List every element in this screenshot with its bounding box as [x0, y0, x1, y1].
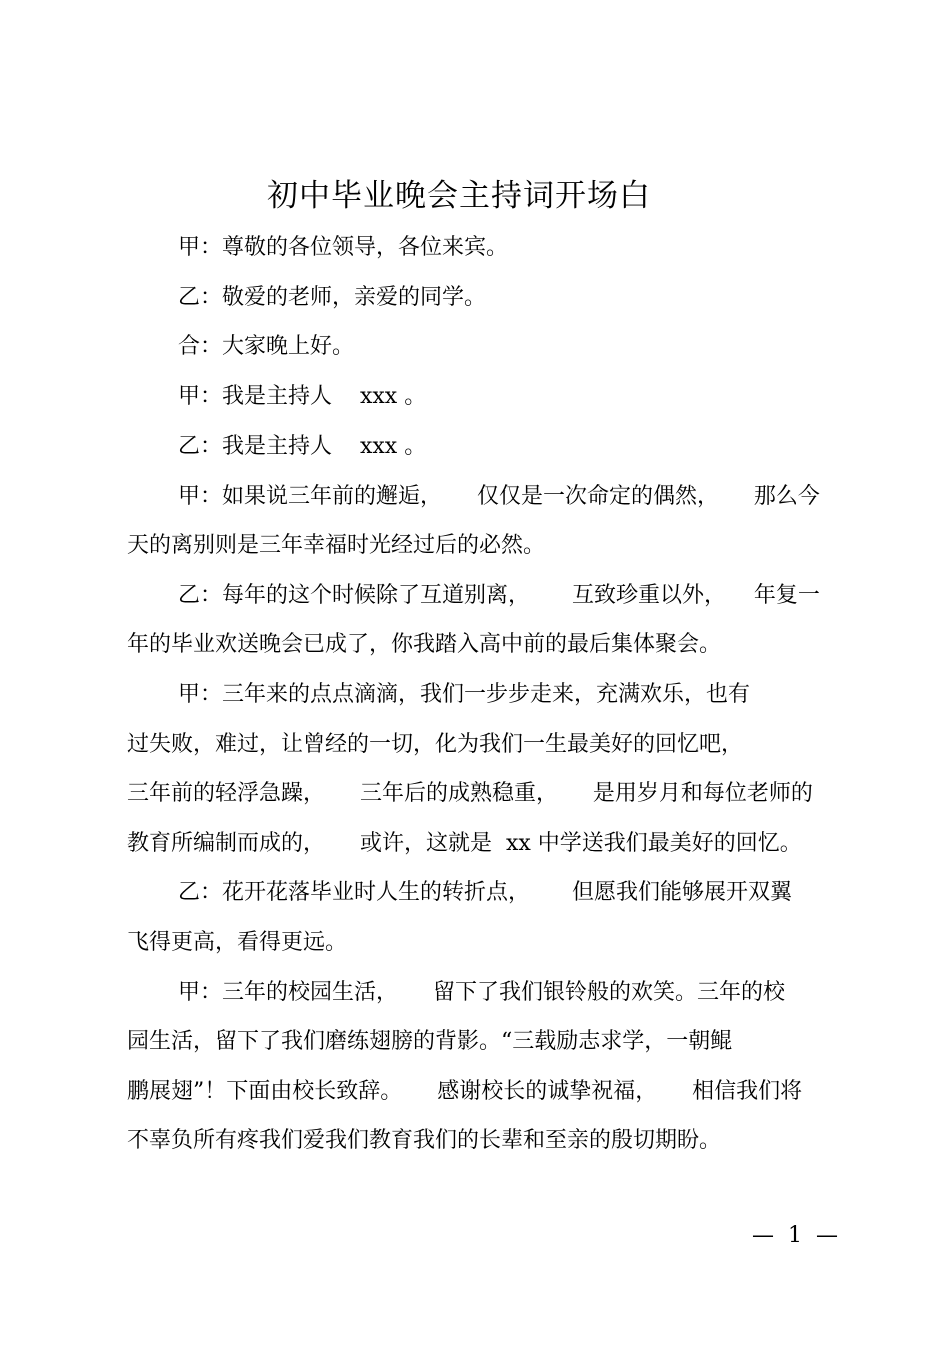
paragraph-line: 甲：尊敬的各位领导，各位来宾。 [178, 235, 509, 260]
paragraph-line: 甲：如果说三年前的邂逅， 仅仅是一次命定的偶然， 那么今 [178, 484, 820, 509]
paragraph-line: 飞得更高，看得更远。 [127, 930, 348, 955]
paragraph-line: 合：大家晚上好。 [178, 334, 355, 359]
paragraph-line: 乙：敬爱的老师，亲爱的同学。 [178, 285, 487, 310]
page-number: — 1 — [752, 1223, 838, 1248]
paragraph-line: 甲：我是主持人 xxx 。 [178, 384, 427, 409]
paragraph-line: 三年前的轻浮急躁， 三年后的成熟稳重， 是用岁月和每位老师的 [127, 781, 813, 806]
paragraph-line: 甲：三年的校园生活， 留下了我们银铃般的欢笑。三年的校 [178, 980, 785, 1005]
paragraph-line: 教育所编制而成的， 或许，这就是 xx 中学送我们最美好的回忆。 [127, 831, 802, 856]
paragraph-line: 天的离别则是三年幸福时光经过后的必然。 [127, 533, 546, 558]
paragraph-line: 乙：我是主持人 xxx 。 [178, 434, 427, 459]
paragraph-line: 甲：三年来的点点滴滴，我们一步步走来，充满欢乐，也有 [178, 682, 751, 707]
paragraph-line: 园生活，留下了我们磨练翅膀的背影。“三载励志求学，一朝鲲 [127, 1029, 733, 1054]
paragraph-line: 鹏展翅”！下面由校长致辞。 感谢校长的诚挚祝福， 相信我们将 [127, 1079, 803, 1104]
paragraph-line: 过失败，难过，让曾经的一切，化为我们一生最美好的回忆吧， [127, 732, 744, 757]
document-title: 初中毕业晚会主持词开场白 [267, 178, 651, 214]
paragraph-line: 乙：每年的这个时候除了互道别离， 互致珍重以外， 年复一 [178, 583, 820, 608]
paragraph-line: 不辜负所有疼我们爱我们教育我们的长辈和至亲的殷切期盼。 [127, 1128, 722, 1153]
paragraph-line: 年的毕业欢送晚会已成了，你我踏入高中前的最后集体聚会。 [127, 632, 722, 657]
paragraph-line: 乙：花开花落毕业时人生的转折点， 但愿我们能够展开双翼 [178, 880, 792, 905]
